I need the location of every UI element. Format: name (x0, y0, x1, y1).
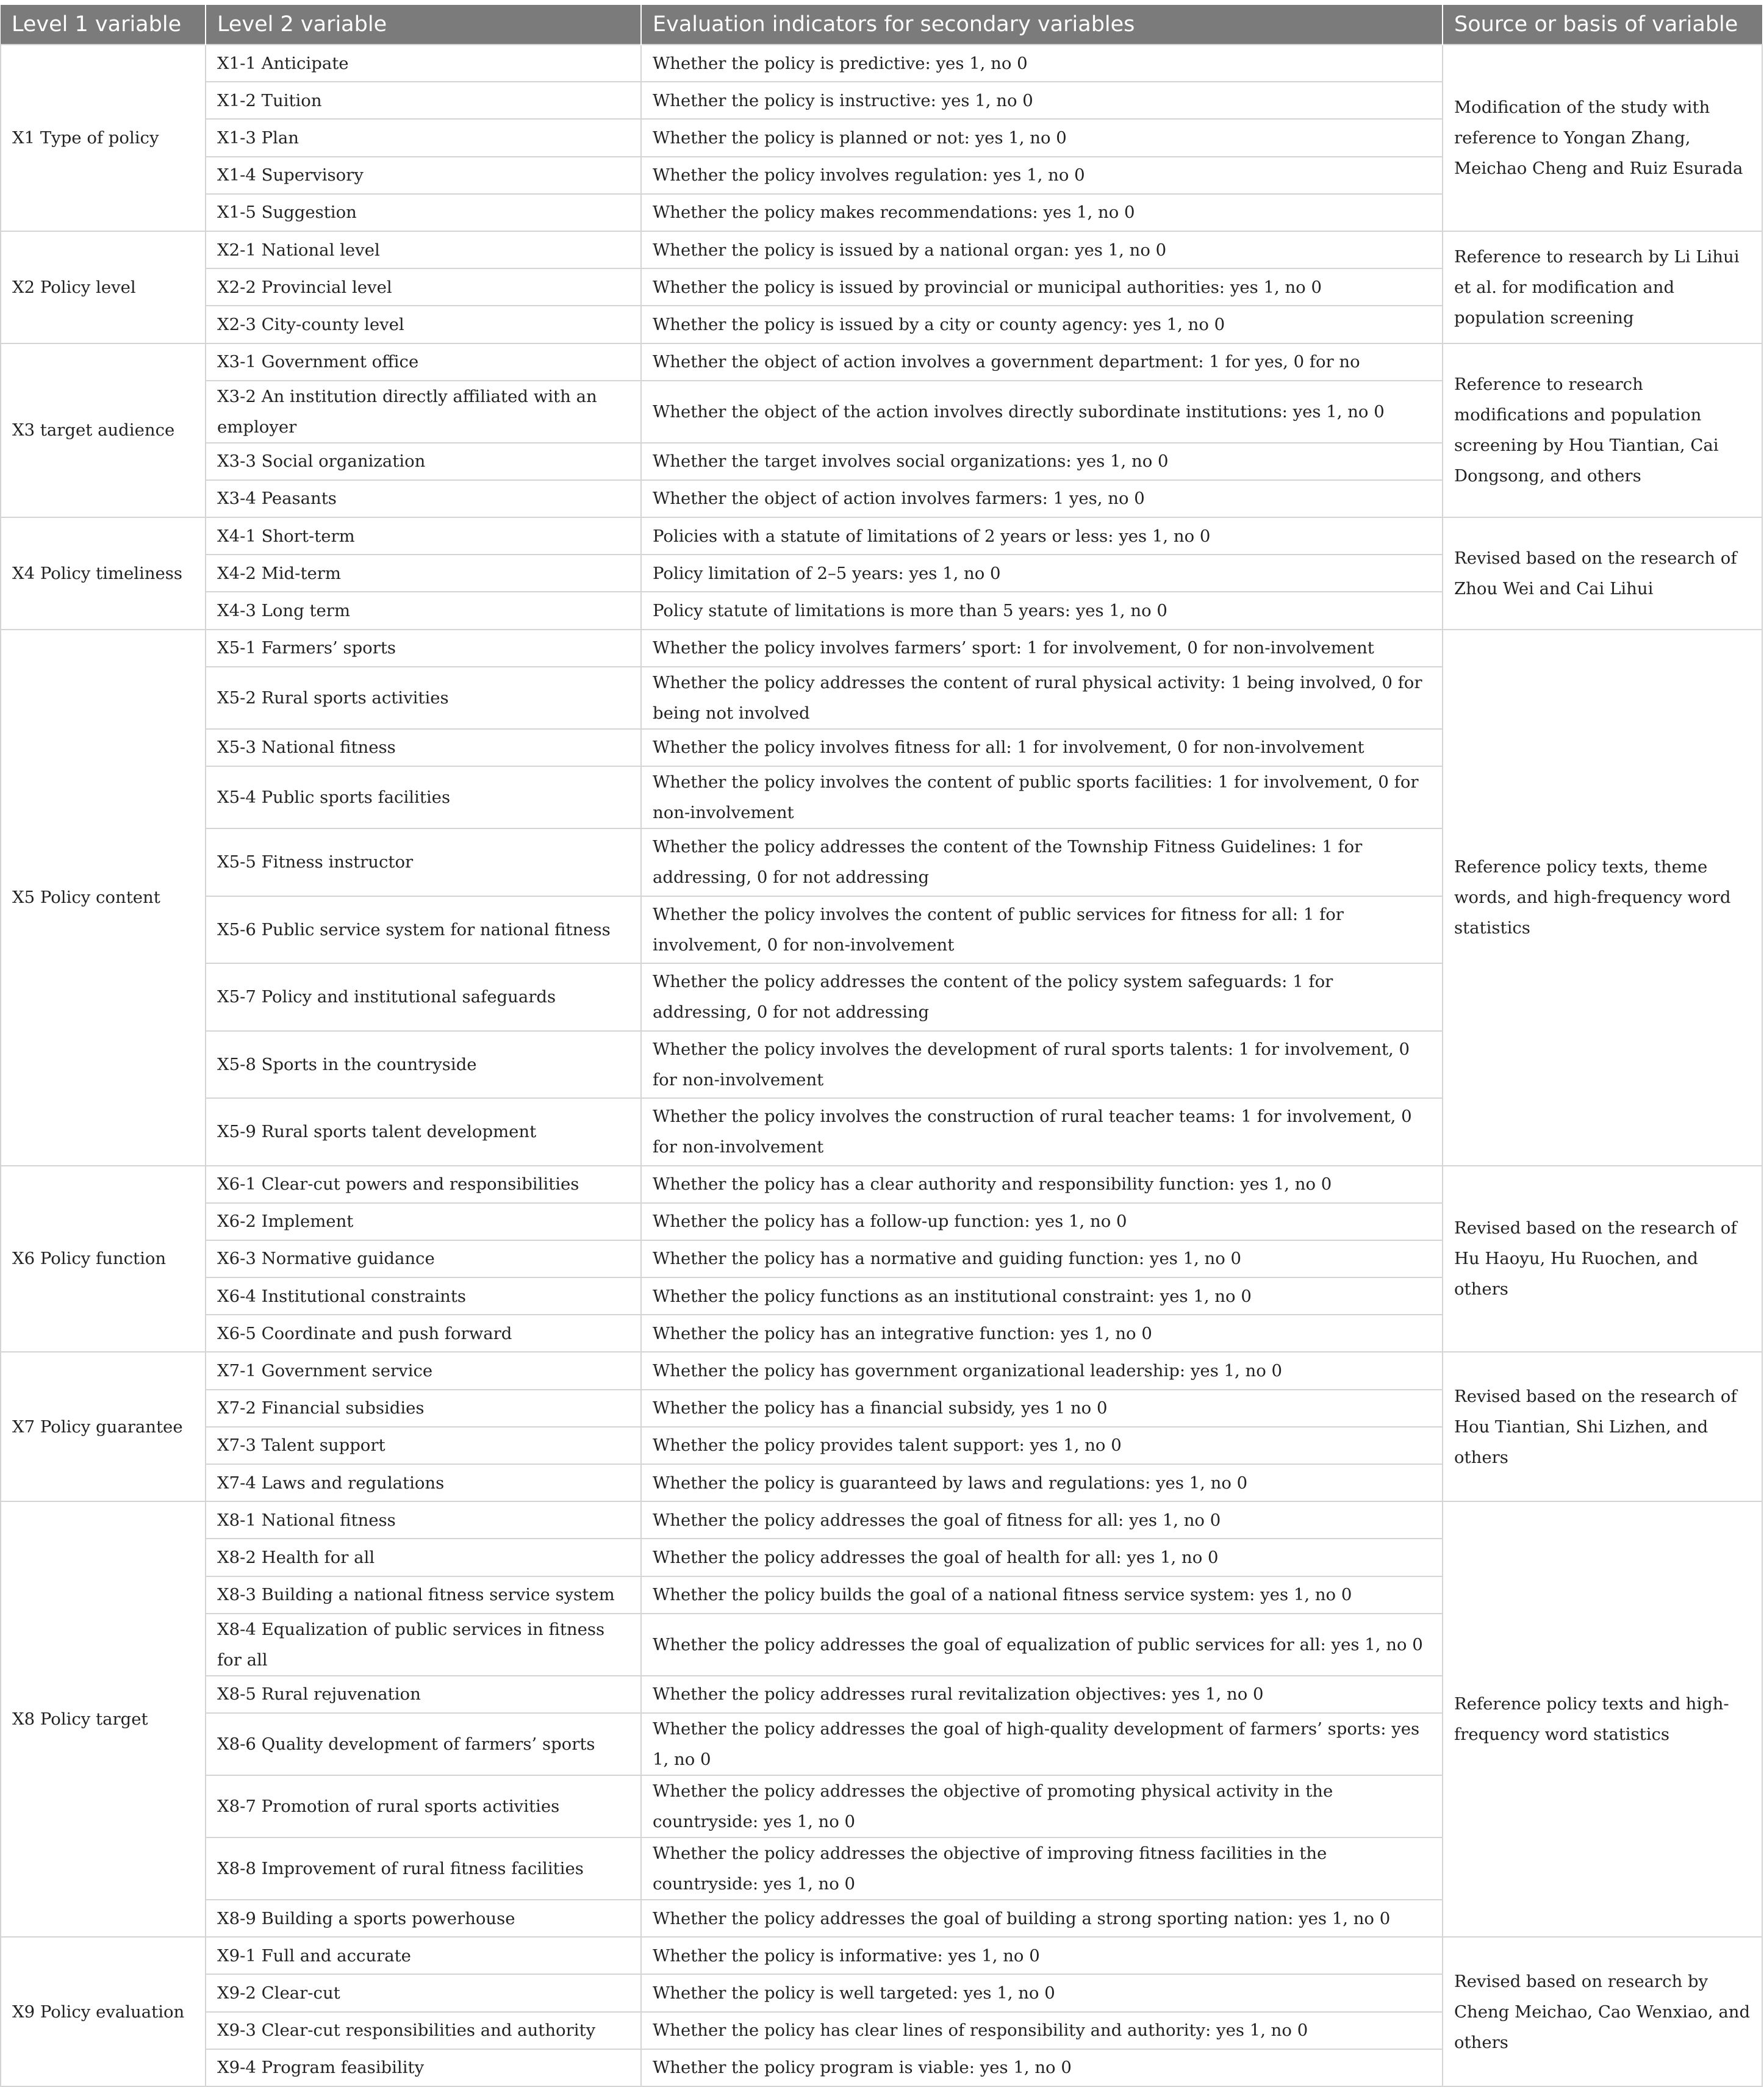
indicator-cell: Whether the policy has a clear authority and responsibility function: yes 1, no 0 (641, 1166, 1443, 1203)
indicator-cell: Whether the policy addresses the goal of equalization of public services for all: yes 1, no 0 (641, 1614, 1443, 1676)
level1-cell: X6 Policy function (1, 1166, 206, 1352)
level2-cell: X5-5 Fitness instructor (206, 828, 641, 896)
level2-cell: X5-6 Public service system for national fitness (206, 896, 641, 964)
level2-cell: X1-3 Plan (206, 119, 641, 156)
level2-cell: X5-2 Rural sports activities (206, 667, 641, 729)
level2-cell: X4-2 Mid-term (206, 555, 641, 592)
level2-cell: X2-1 National level (206, 231, 641, 268)
level2-cell: X7-1 Government service (206, 1352, 641, 1389)
level2-cell: X8-7 Promotion of rural sports activities (206, 1775, 641, 1837)
indicator-cell: Whether the policy involves the development of rural sports talents: 1 for involvement, 0 for non-involvement (641, 1031, 1443, 1099)
level1-cell: X7 Policy guarantee (1, 1352, 206, 1501)
level1-cell: X8 Policy target (1, 1501, 206, 1937)
indicator-cell: Whether the policy is informative: yes 1, no 0 (641, 1937, 1443, 1974)
indicator-cell: Whether the policy addresses the goal of building a strong sporting nation: yes 1, no 0 (641, 1900, 1443, 1937)
level1-cell: X1 Type of policy (1, 45, 206, 231)
header-level1: Level 1 variable (1, 5, 206, 45)
indicator-cell: Whether the policy is predictive: yes 1, no 0 (641, 45, 1443, 82)
indicator-cell: Whether the policy addresses the goal of fitness for all: yes 1, no 0 (641, 1501, 1443, 1539)
level2-cell: X8-3 Building a national fitness service system (206, 1576, 641, 1614)
header-row (1, 5, 1762, 45)
level2-cell: X9-2 Clear-cut (206, 1974, 641, 2011)
indicator-cell: Whether the policy is guaranteed by laws and regulations: yes 1, no 0 (641, 1464, 1443, 1501)
source-cell: Reference policy texts, theme words, and high-frequency word statistics (1443, 630, 1762, 1166)
level2-cell: X8-8 Improvement of rural fitness facilities (206, 1837, 641, 1900)
table-row (1, 630, 1762, 667)
indicator-cell: Whether the object of action involves farmers: 1 yes, no 0 (641, 480, 1443, 517)
level2-cell: X8-9 Building a sports powerhouse (206, 1900, 641, 1937)
level2-cell: X4-3 Long term (206, 592, 641, 629)
level2-cell: X6-3 Normative guidance (206, 1240, 641, 1277)
table-row (1, 1937, 1762, 1974)
table-row (1, 45, 1762, 82)
indicator-cell: Whether the policy functions as an institutional constraint: yes 1, no 0 (641, 1277, 1443, 1315)
source-cell: Reference to research by Li Lihui et al. for modification and population screening (1443, 231, 1762, 343)
variables-table (0, 5, 1763, 2087)
level2-cell: X2-3 City-county level (206, 306, 641, 343)
level2-cell: X6-1 Clear-cut powers and responsibilities (206, 1166, 641, 1203)
indicator-cell: Whether the policy addresses the content of rural physical activity: 1 being involved, 0 for being not involved (641, 667, 1443, 729)
indicator-cell: Whether the policy is issued by a city or county agency: yes 1, no 0 (641, 306, 1443, 343)
level2-cell: X8-2 Health for all (206, 1539, 641, 1576)
level2-cell: X3-3 Social organization (206, 443, 641, 480)
source-cell: Revised based on research by Cheng Meichao, Cao Wenxiao, and others (1443, 1937, 1762, 2086)
level1-cell: X9 Policy evaluation (1, 1937, 206, 2086)
indicator-cell: Whether the policy is issued by a national organ: yes 1, no 0 (641, 231, 1443, 268)
indicator-cell: Whether the policy has a follow-up function: yes 1, no 0 (641, 1203, 1443, 1240)
level2-cell: X9-1 Full and accurate (206, 1937, 641, 1974)
indicator-cell: Whether the policy provides talent support: yes 1, no 0 (641, 1427, 1443, 1464)
level1-cell: X3 target audience (1, 343, 206, 518)
indicator-cell: Whether the policy makes recommendations: yes 1, no 0 (641, 194, 1443, 231)
indicator-cell: Whether the policy is issued by provincial or municipal authorities: yes 1, no 0 (641, 268, 1443, 306)
level2-cell: X5-8 Sports in the countryside (206, 1031, 641, 1099)
indicator-cell: Whether the object of the action involves directly subordinate institutions: yes 1, no 0 (641, 381, 1443, 443)
indicator-cell: Whether the policy involves farmers’ sport: 1 for involvement, 0 for non-involvement (641, 630, 1443, 667)
level2-cell: X5-9 Rural sports talent development (206, 1098, 641, 1166)
level2-cell: X8-6 Quality development of farmers’ sports (206, 1713, 641, 1775)
indicator-cell: Policies with a statute of limitations of 2 years or less: yes 1, no 0 (641, 517, 1443, 555)
level2-cell: X5-7 Policy and institutional safeguards (206, 963, 641, 1031)
level2-cell: X1-1 Anticipate (206, 45, 641, 82)
table-row (1, 1352, 1762, 1389)
indicator-cell: Whether the policy has clear lines of responsibility and authority: yes 1, no 0 (641, 2012, 1443, 2049)
indicator-cell: Whether the policy addresses the goal of high-quality development of farmers’ sports: yes 1, no 0 (641, 1713, 1443, 1775)
table-row (1, 1501, 1762, 1539)
level2-cell: X1-4 Supervisory (206, 157, 641, 194)
level2-cell: X7-4 Laws and regulations (206, 1464, 641, 1501)
level2-cell: X6-4 Institutional constraints (206, 1277, 641, 1315)
table-row (1, 343, 1762, 381)
indicator-cell: Policy limitation of 2–5 years: yes 1, no 0 (641, 555, 1443, 592)
table-row (1, 231, 1762, 268)
level2-cell: X5-1 Farmers’ sports (206, 630, 641, 667)
header-indicators: Evaluation indicators for secondary variables (641, 5, 1443, 45)
indicator-cell: Whether the policy has a normative and guiding function: yes 1, no 0 (641, 1240, 1443, 1277)
source-cell: Modification of the study with reference to Yongan Zhang, Meichao Cheng and Ruiz Esurada (1443, 45, 1762, 231)
level2-cell: X4-1 Short-term (206, 517, 641, 555)
indicator-cell: Whether the policy addresses the objective of improving fitness facilities in the countryside: yes 1, no 0 (641, 1837, 1443, 1900)
level2-cell: X1-5 Suggestion (206, 194, 641, 231)
level2-cell: X3-2 An institution directly affiliated with an employer (206, 381, 641, 443)
header-source: Source or basis of variable (1443, 5, 1762, 45)
indicator-cell: Whether the policy builds the goal of a national fitness service system: yes 1, no 0 (641, 1576, 1443, 1614)
level2-cell: X9-4 Program feasibility (206, 2049, 641, 2086)
source-cell: Reference policy texts and high-frequency word statistics (1443, 1501, 1762, 1937)
indicator-cell: Whether the policy involves the construction of rural teacher teams: 1 for involvement, 0 for non-involvement (641, 1098, 1443, 1166)
indicator-cell: Whether the policy addresses rural revitalization objectives: yes 1, no 0 (641, 1676, 1443, 1713)
level2-cell: X6-2 Implement (206, 1203, 641, 1240)
source-cell: Revised based on the research of Zhou Wei and Cai Lihui (1443, 517, 1762, 630)
indicator-cell: Whether the policy addresses the goal of health for all: yes 1, no 0 (641, 1539, 1443, 1576)
indicator-cell: Whether the policy involves fitness for all: 1 for involvement, 0 for non-involvement (641, 729, 1443, 766)
indicator-cell: Whether the policy involves the content of public services for fitness for all: 1 for involvement, 0 for non-involvement (641, 896, 1443, 964)
level2-cell: X2-2 Provincial level (206, 268, 641, 306)
indicator-cell: Whether the policy program is viable: yes 1, no 0 (641, 2049, 1443, 2086)
header-level2: Level 2 variable (206, 5, 641, 45)
source-cell: Reference to research modifications and population screening by Hou Tiantian, Cai Dongsong, and others (1443, 343, 1762, 518)
level2-cell: X9-3 Clear-cut responsibilities and authority (206, 2012, 641, 2049)
source-cell: Revised based on the research of Hu Haoyu, Hu Ruochen, and others (1443, 1166, 1762, 1352)
indicator-cell: Whether the target involves social organizations: yes 1, no 0 (641, 443, 1443, 480)
indicator-cell: Whether the policy has a financial subsidy, yes 1 no 0 (641, 1390, 1443, 1427)
level2-cell: X5-3 National fitness (206, 729, 641, 766)
indicator-cell: Whether the policy is well targeted: yes 1, no 0 (641, 1974, 1443, 2011)
level2-cell: X6-5 Coordinate and push forward (206, 1315, 641, 1352)
level1-cell: X2 Policy level (1, 231, 206, 343)
table-header (1, 5, 1762, 45)
level2-cell: X8-5 Rural rejuvenation (206, 1676, 641, 1713)
indicator-cell: Whether the policy has an integrative function: yes 1, no 0 (641, 1315, 1443, 1352)
level1-cell: X4 Policy timeliness (1, 517, 206, 630)
indicator-cell: Whether the policy is planned or not: yes 1, no 0 (641, 119, 1443, 156)
indicator-cell: Whether the policy has government organizational leadership: yes 1, no 0 (641, 1352, 1443, 1389)
indicator-cell: Whether the policy is instructive: yes 1, no 0 (641, 82, 1443, 119)
indicator-cell: Whether the policy involves the content of public sports facilities: 1 for involvement, 0 for non-involvement (641, 766, 1443, 828)
level2-cell: X7-3 Talent support (206, 1427, 641, 1464)
level2-cell: X5-4 Public sports facilities (206, 766, 641, 828)
level2-cell: X1-2 Tuition (206, 82, 641, 119)
source-cell: Revised based on the research of Hou Tiantian, Shi Lizhen, and others (1443, 1352, 1762, 1501)
indicator-cell: Whether the policy addresses the content of the Township Fitness Guidelines: 1 for addressing, 0 for not addressing (641, 828, 1443, 896)
indicator-cell: Whether the policy involves regulation: yes 1, no 0 (641, 157, 1443, 194)
level2-cell: X8-4 Equalization of public services in fitness for all (206, 1614, 641, 1676)
table-body (1, 45, 1762, 2086)
indicator-cell: Whether the policy addresses the objective of promoting physical activity in the countryside: yes 1, no 0 (641, 1775, 1443, 1837)
table-row (1, 1166, 1762, 1203)
table-row (1, 517, 1762, 555)
level2-cell: X8-1 National fitness (206, 1501, 641, 1539)
level2-cell: X3-1 Government office (206, 343, 641, 381)
indicator-cell: Whether the policy addresses the content of the policy system safeguards: 1 for addressing, 0 for not addressing (641, 963, 1443, 1031)
level2-cell: X7-2 Financial subsidies (206, 1390, 641, 1427)
indicator-cell: Whether the object of action involves a government department: 1 for yes, 0 for no (641, 343, 1443, 381)
level2-cell: X3-4 Peasants (206, 480, 641, 517)
level1-cell: X5 Policy content (1, 630, 206, 1166)
indicator-cell: Policy statute of limitations is more than 5 years: yes 1, no 0 (641, 592, 1443, 629)
